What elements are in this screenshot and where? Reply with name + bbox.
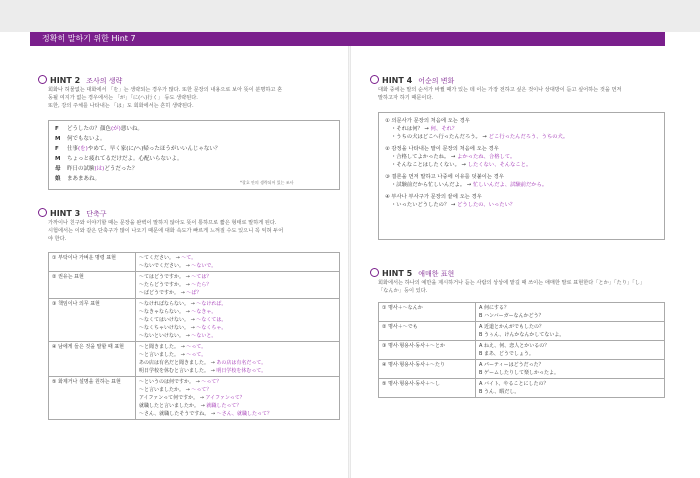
reordered: よかったね、合格して。 (457, 154, 516, 160)
long-form: ～なくちゃいけない。 (139, 325, 190, 331)
line-a: A 何にする？ (479, 305, 510, 311)
long-form: ～と言いました。 (139, 352, 180, 358)
example-cell (476, 322, 665, 341)
long-form: アイファンって何ですか。 (139, 395, 199, 401)
dialog-particle: (が) (111, 126, 121, 132)
para-line: 또한, 강의 주체를 나타내는 「は」도 회화에서는 흔히 생략된다. (48, 103, 194, 109)
line-a: A パーティーはどうだった？ (479, 362, 544, 368)
category-cell: ④ 명사·형용사·동사＋～たり (379, 360, 476, 379)
line-b: B ハンバーガーなんかどう？ (479, 313, 544, 319)
table-row (49, 272, 340, 299)
short-form: 明日学校を休むって。 (216, 368, 267, 374)
examples-cell (136, 272, 340, 299)
short-form: アイファンって？ (205, 395, 245, 401)
short-form: ～って。 (186, 352, 207, 358)
long-form: あの店は有名だと聞きました。 (139, 360, 210, 366)
hint4-item (385, 193, 658, 209)
hint4-item (385, 117, 658, 141)
hint2-subtitle: 조사의 생략 (86, 77, 123, 85)
speaker: 母 (55, 166, 61, 172)
original: ・うちの犬はどこへ行ったんだろう。 (391, 134, 481, 140)
page-gutter (348, 46, 351, 478)
hint4-label: HINT 4 (382, 76, 413, 85)
arrow: → (450, 154, 456, 160)
short-form: ～たら？ (191, 282, 212, 288)
long-form: ～なくてはいけない。 (139, 317, 190, 323)
examples-cell (136, 253, 340, 272)
example-cell (476, 303, 665, 322)
long-form: ～ないでください。 (139, 263, 185, 269)
dialog-text: 仕事 (67, 146, 79, 152)
reordered: どこ行ったんだろう、うちの犬。 (488, 134, 569, 140)
table-row (379, 341, 665, 360)
line-b: B うん、暇だし。 (479, 389, 520, 395)
speaker: F (55, 126, 59, 132)
hint5-label: HINT 5 (382, 269, 413, 278)
short-form: ～って？ (191, 387, 212, 393)
hint3-table (48, 252, 340, 420)
table-row (49, 253, 340, 272)
hint2-note: *괄호 안의 생략되어 있는 조사 (240, 180, 294, 185)
item-heading: ③ 결론을 먼저 말하고 나중에 이유를 덧붙이는 경우 (385, 174, 504, 180)
short-form: ～ば？ (186, 290, 202, 296)
item-heading: ② 감정을 나타내는 말이 문장의 처음에 오는 경우 (385, 146, 499, 152)
hint-icon (370, 75, 379, 84)
long-form: ～と聞きました。 (139, 344, 180, 350)
original: ・合格してよかったね。 (391, 154, 450, 160)
short-form: ～さん、就職したって？ (216, 411, 273, 417)
long-form: ～なきゃならない。 (139, 309, 185, 315)
arrow: → (190, 301, 195, 307)
category-cell: ⑤ 화제거나 설명을 원하는 표현 (49, 377, 136, 420)
category-cell: ④ 남에게 들은 것을 말할 때 표현 (49, 342, 136, 377)
short-form: ～ないと。 (191, 333, 217, 339)
line-a: A ねえ、何、恋人とかいるの？ (479, 343, 550, 349)
dialog-particle: (を) (78, 146, 88, 152)
line-b: B ゲームしたりして楽しかったよ。 (479, 370, 560, 376)
short-form: ～って？ (201, 379, 222, 385)
long-form: ～たらどうですか。 (139, 282, 185, 288)
short-form: ～ないで。 (191, 263, 217, 269)
short-form: ～なきゃ。 (191, 309, 217, 315)
long-form: ～ばどうですか。 (139, 290, 180, 296)
line-a: A 近道とかんがでもしたの？ (479, 324, 545, 330)
arrow: → (180, 290, 185, 296)
dialog-text: 昨日の試験 (67, 166, 95, 172)
arrow: → (461, 162, 467, 168)
arrow: → (185, 282, 190, 288)
long-form: ～なければならない。 (139, 301, 190, 307)
category-cell: ⑤ 명사·형용사·동사＋～し (379, 379, 476, 398)
hint2-heading (38, 75, 122, 86)
original: ・いったいどうしたの？ (391, 202, 450, 208)
hint4-box (378, 112, 665, 240)
table-row (379, 322, 665, 341)
arrow: → (424, 126, 429, 132)
dialog-text: やめて、早く家(に/へ)帰ったほうがいいんじゃない？ (87, 146, 221, 152)
category-cell: ③ 명사·형용사·동사＋～とか (379, 341, 476, 360)
table-row (379, 303, 665, 322)
arrow: → (185, 333, 190, 339)
category-cell: ① 부탁이나 가벼운 명령 표현 (49, 253, 136, 272)
original: ・試験前だから忙しいんだよ。 (391, 182, 466, 188)
long-form: ～というのは何ですか。 (139, 379, 195, 385)
para-line: 야 한다. (48, 236, 67, 242)
reordered: 忙しいんだよ、試験前だから。 (473, 182, 548, 188)
original: ・そんなことはしたくない。 (391, 162, 460, 168)
line-b: B まあ、どうでしょう。 (479, 351, 534, 357)
hint3-label: HINT 3 (50, 209, 81, 218)
para-line: 동될 여지가 없는 경우에서는 「が」「に(へ)行く」 등도 생략된다. (48, 95, 198, 101)
hint4-item (385, 145, 658, 169)
dialog-text: 何でもないよ。 (67, 136, 106, 142)
arrow: → (195, 379, 200, 385)
category-cell: ③ 책임이나 의무 표현 (49, 299, 136, 342)
speaker: F (55, 146, 59, 152)
para-line: 대화 중에는 말의 순서가 바뀔 때가 있는 데 이는 가장 전하고 싶은 것이나 상대방이 듣고 싶어하는 것을 먼저 (378, 87, 622, 93)
hint-icon (370, 268, 379, 277)
hint4-paragraph (378, 86, 668, 102)
example-cell (476, 360, 665, 379)
item-heading: ① 의문사가 문장의 처음에 오는 경우 (385, 118, 470, 124)
para-line: 「なんか」등이 있다. (378, 288, 428, 294)
long-form: ～さん、就職したそうですね。 (139, 411, 210, 417)
long-form: ～ないといけない。 (139, 333, 185, 339)
arrow: → (210, 411, 216, 417)
table-row (49, 377, 340, 420)
hint5-table (378, 302, 665, 398)
category-cell: ② 명사＋～でも (379, 322, 476, 341)
reordered: したくない、そんなこと。 (467, 162, 532, 168)
arrow: → (210, 368, 215, 374)
category-cell: ① 명사＋～なんか (379, 303, 476, 322)
header-title: 정확히 말하기 위한 Hint 7 (42, 34, 136, 43)
hint2-dialog-box (48, 120, 340, 190)
hint2-paragraph (48, 86, 333, 110)
speaker: M (55, 156, 61, 162)
hint3-paragraph (48, 219, 340, 243)
top-margin (0, 0, 700, 32)
hint4-item (385, 173, 658, 189)
short-form: ～なくては。 (196, 317, 227, 323)
dialog-text: どうしたの？顔色 (67, 126, 112, 132)
hint4-heading (370, 75, 454, 86)
para-line: 시험에서는 이와 같은 단축구가 많이 나오기 때문에 대화 속도가 빠르게 느껴질 수도 있으니 꼭 익혀 두어 (48, 228, 284, 234)
speaker: 娘 (55, 176, 61, 182)
hint5-subtitle: 애매한 표현 (418, 270, 455, 278)
line-a: A バイト、やることにしたの？ (479, 381, 549, 387)
hint3-subtitle: 단축구 (86, 210, 107, 218)
line-b: B うぅん、けんかなんかしてないよ。 (479, 332, 565, 338)
arrow: → (210, 360, 215, 366)
short-form: ～って。 (186, 344, 207, 350)
para-line: 회화에서는 하나의 예만을 제시하거나 듣는 사람의 상상에 맡길 때 쓰이는 애매한 말로 표현한다「とか」「たり」「し」 (378, 280, 646, 286)
arrow: → (180, 344, 185, 350)
long-form: ～と言いましたか。 (139, 387, 185, 393)
examples-cell (136, 377, 340, 420)
category-cell: ② 권유는 표현 (49, 272, 136, 299)
arrow: → (190, 325, 195, 331)
hint4-subtitle: 어순의 변화 (418, 77, 455, 85)
hint5-paragraph (378, 279, 668, 295)
arrow: → (466, 182, 472, 188)
hint-icon (38, 208, 47, 217)
dialog-text: ちょっと疲れてるだけだよ。心配いらないよ。 (67, 156, 183, 162)
arrow: → (185, 274, 190, 280)
dialog-text: どうだった？ (104, 166, 138, 172)
hint-icon (38, 75, 47, 84)
example-cell (476, 379, 665, 398)
table-row (49, 342, 340, 377)
arrow: → (190, 317, 195, 323)
dialog-particle: (は) (94, 166, 105, 172)
short-form: ～て。 (181, 255, 197, 261)
table-row (379, 379, 665, 398)
short-form: ～ては？ (191, 274, 212, 280)
arrow: → (185, 387, 190, 393)
arrow: → (482, 134, 487, 140)
original: ・それは何？ (391, 126, 423, 132)
dialog-text: 悪いね。 (120, 126, 143, 132)
table-row (49, 299, 340, 342)
arrow: → (199, 395, 204, 401)
example-cell (476, 341, 665, 360)
item-heading: ④ 부사나 부사구가 문장의 끝에 오는 경우 (385, 194, 482, 200)
arrow: → (175, 255, 180, 261)
examples-cell (136, 299, 340, 342)
reordered: どうしたの、いったい？ (457, 202, 516, 208)
para-line: 가까이나 친구와 이야기할 때는 문장을 완벽이 말하지 않아도 뜻이 통하므로 짧은 형태로 말하게 된다. (48, 220, 277, 226)
speaker: M (55, 136, 61, 142)
short-form: 就職したって？ (206, 403, 242, 409)
long-form: ～てください。 (139, 255, 175, 261)
short-form: ～なければ。 (196, 301, 227, 307)
arrow: → (180, 352, 185, 358)
hint3-heading (38, 208, 106, 219)
arrow: → (200, 403, 205, 409)
arrow: → (450, 202, 456, 208)
arrow: → (185, 309, 190, 315)
hint2-label: HINT 2 (50, 76, 81, 85)
para-line: 말하고자 하기 때문이다. (378, 95, 434, 101)
para-line: 회화나 허물없는 대화에서 「を」는 생략되는 경우가 많다. 또한 문장의 내용으로 보아 뜻이 분명하고 혼 (48, 87, 283, 93)
short-form: あの店は有名だって。 (216, 360, 267, 366)
long-form: 明日学校を休むと言いました。 (139, 368, 210, 374)
arrow: → (185, 263, 190, 269)
dialog-text: まあまあね。 (67, 176, 101, 182)
reordered: 何、それ？ (430, 126, 458, 132)
table-row (379, 360, 665, 379)
hint5-heading (370, 268, 454, 279)
examples-cell (136, 342, 340, 377)
long-form: 就職したと言いましたか。 (139, 403, 200, 409)
long-form: ～てはどうですか。 (139, 274, 185, 280)
short-form: ～なくちゃ。 (196, 325, 227, 331)
